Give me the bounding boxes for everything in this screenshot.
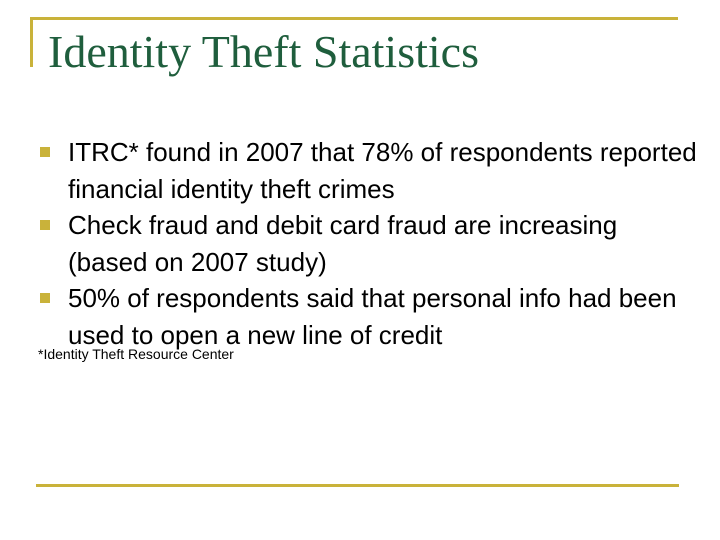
bullet-item <box>38 134 698 207</box>
bullet-text: ITRC* found in 2007 that 78% of respondents reported financial identity theft crimes <box>68 137 697 204</box>
bullet-text: 50% of respondents said that personal info had been used to open a new line of credit <box>68 283 677 350</box>
footnote: *Identity Theft Resource Center <box>38 346 234 362</box>
frame-bottom-rule <box>36 484 679 487</box>
bullet-list <box>38 134 698 353</box>
square-bullet-icon <box>40 293 50 303</box>
square-bullet-icon <box>40 220 50 230</box>
frame-left-rule <box>30 17 33 67</box>
square-bullet-icon <box>40 147 50 157</box>
bullet-text: Check fraud and debit card fraud are increasing (based on 2007 study) <box>68 210 618 277</box>
bullet-item <box>38 207 698 280</box>
bullet-item <box>38 280 698 353</box>
slide-title: Identity Theft Statistics <box>48 22 483 82</box>
frame-top-rule <box>30 17 678 20</box>
